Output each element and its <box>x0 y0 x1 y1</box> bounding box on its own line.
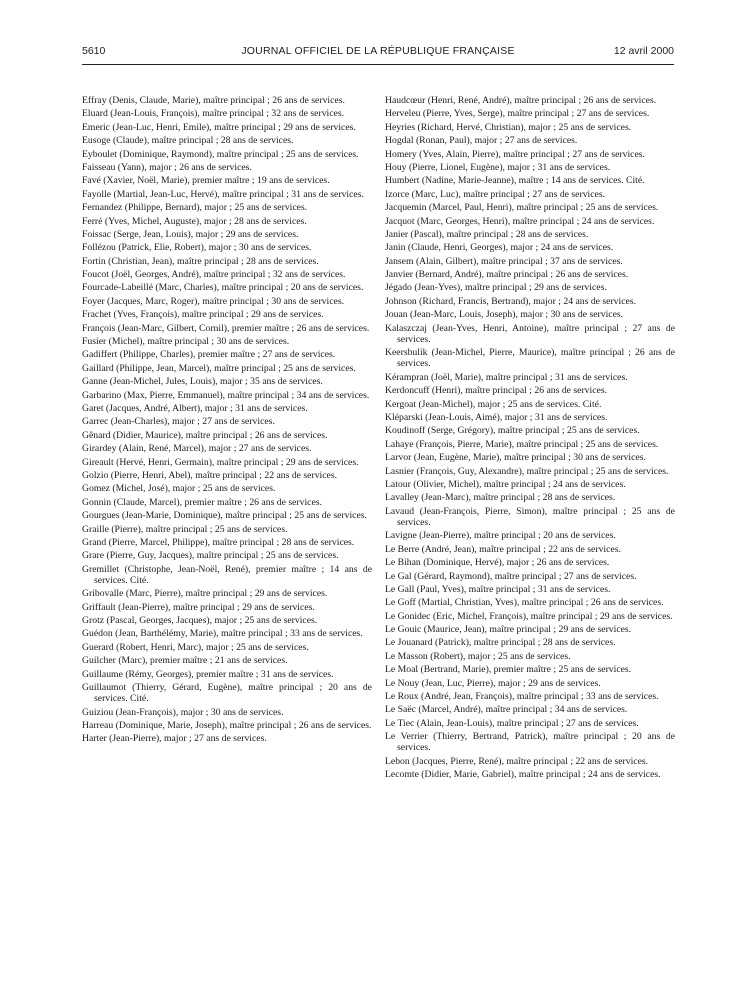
list-item: Lebon (Jacques, Pierre, René), maître principal ; 22 ans de services. <box>385 755 649 767</box>
list-item: Janier (Pascal), maître principal ; 28 ans de services. <box>385 228 589 240</box>
list-item: Guillaumot (Thierry, Gérard, Eugène), maître principal ; 20 ans de services. Cité. <box>82 682 372 705</box>
list-item: Effray (Denis, Claude, Marie), maître principal ; 26 ans de services. <box>82 95 345 106</box>
list-item: Gênard (Didier, Maurice), maître principal ; 26 ans de services. <box>82 429 328 441</box>
list-item: Harter (Jean-Pierre), major ; 27 ans de services. <box>82 733 267 745</box>
list-item: Girardey (Alain, René, Marcel), major ; 27 ans de services. <box>82 443 312 455</box>
list-item: Kérampran (Joël, Marie), maître principal ; 31 ans de services. <box>385 371 628 383</box>
list-item: Larvor (Jean, Eugène, Marie), maître principal ; 30 ans de services. <box>385 452 646 464</box>
left-column <box>82 95 372 747</box>
list-item: Fortin (Christian, Jean), maître principal ; 28 ans de services. <box>82 255 319 267</box>
list-item: Gremillet (Christophe, Jean-Noël, René), premier maître ; 14 ans de services. Cité. <box>82 563 372 586</box>
list-item: Favé (Xavier, Noël, Marie), premier maître ; 19 ans de services. <box>82 175 330 187</box>
page-header <box>82 45 674 59</box>
list-item: Foyer (Jacques, Marc, Roger), maître principal ; 30 ans de services. <box>82 295 345 307</box>
list-item: Kalaszczaj (Jean-Yves, Henri, Antoine), maître principal ; 27 ans de services. <box>385 322 675 345</box>
list-item: Gribovalle (Marc, Pierre), maître principal ; 29 ans de services. <box>82 588 328 600</box>
list-item: Frachet (Yves, François), maître principal ; 29 ans de services. <box>82 309 324 321</box>
list-item: Le Gal (Gérard, Raymond), maître principal ; 27 ans de services. <box>385 570 637 582</box>
list-item: Jacquemin (Marcel, Paul, Henri), maître principal ; 25 ans de services. <box>385 202 659 214</box>
list-item: Harreau (Dominique, Marie, Joseph), maître principal ; 26 ans de services. <box>82 719 372 731</box>
list-item: Janin (Claude, Henri, Georges), major ; 24 ans de services. <box>385 242 614 254</box>
list-item: Grotz (Pascal, Georges, Jacques), major ; 25 ans de services. <box>82 615 318 627</box>
list-item: Fusier (Michel), maître principal ; 30 ans de services. <box>82 336 290 348</box>
list-item: Grand (Pierre, Marcel, Philippe), maître principal ; 28 ans de services. <box>82 536 355 548</box>
list-item: Jouan (Jean-Marc, Louis, Joseph), major ; 30 ans de services. <box>385 309 624 321</box>
list-item: Haudcœur (Henri, René, André), maître principal ; 26 ans de services. <box>385 95 657 106</box>
list-item: Gonnin (Claude, Marcel), premier maître ; 26 ans de services. <box>82 496 322 508</box>
list-item: Lavalley (Jean-Marc), maître principal ; 28 ans de services. <box>385 492 616 504</box>
list-item: Le Roux (André, Jean, François), maître principal ; 33 ans de services. <box>385 691 659 703</box>
list-item: Kléparski (Jean-Louis, Aimé), major ; 31 ans de services. <box>385 412 608 423</box>
list-item: Guillaume (Rémy, Georges), premier maître ; 31 ans de services. <box>82 668 334 680</box>
page-number: 5610 <box>82 45 106 57</box>
list-item: Eusoge (Claude), maître principal ; 28 ans de services. <box>82 135 294 147</box>
list-item: Humbert (Nadine, Marie-Jeanne), maître ; 14 ans de services. Cité. <box>385 175 645 187</box>
issue-date: 12 avril 2000 <box>613 45 674 57</box>
list-item: Fayolle (Martial, Jean-Luc, Hervé), maître principal ; 31 ans de services. <box>82 188 364 200</box>
list-item: Lavaud (Jean-François, Pierre, Simon), maître principal ; 25 ans de services. <box>385 505 675 528</box>
list-item: Latour (Olivier, Michel), maître principal ; 24 ans de services. <box>385 478 626 490</box>
list-item: Le Moal (Bertrand, Marie), premier maître ; 25 ans de services. <box>385 664 632 676</box>
list-item: Faisseau (Yann), major ; 26 ans de services. <box>82 161 252 173</box>
list-item: Janvier (Bernard, André), maître principal ; 26 ans de services. <box>385 269 629 281</box>
list-item: Follézou (Patrick, Elie, Robert), major ; 30 ans de services. <box>82 242 312 254</box>
list-item: Golzio (Pierre, Henri, Abel), maître principal ; 22 ans de services. <box>82 469 338 481</box>
list-item: Le Tiec (Alain, Jean-Louis), maître principal ; 27 ans de services. <box>385 717 639 729</box>
list-item: Le Nouy (Jean, Luc, Pierre), major ; 29 ans de services. <box>385 677 601 689</box>
list-item: Grare (Pierre, Guy, Jacques), maître principal ; 25 ans de services. <box>82 550 339 562</box>
list-item: Lasnier (François, Guy, Alexandre), maître principal ; 25 ans de services. <box>385 465 669 477</box>
list-item: Ferré (Yves, Michel, Auguste), major ; 28 ans de services. <box>82 215 307 227</box>
list-item: Eluard (Jean-Louis, François), maître principal ; 32 ans de services. <box>82 108 345 120</box>
list-item: Koudinoff (Serge, Grégory), maître principal ; 25 ans de services. <box>385 425 640 437</box>
list-item: Guédon (Jean, Barthélémy, Marie), maître principal ; 33 ans de services. <box>82 628 363 640</box>
list-item: Garbarino (Max, Pierre, Emmanuel), maître principal ; 34 ans de services. <box>82 389 370 401</box>
list-item: Le Gall (Paul, Yves), maître principal ; 31 ans de services. <box>385 583 611 595</box>
list-item: Le Gouic (Maurice, Jean), maître principal ; 29 ans de services. <box>385 624 632 636</box>
list-item: Johnson (Richard, Francis, Bertrand), major ; 24 ans de services. <box>385 295 637 307</box>
list-item: Le Jouanard (Patrick), maître principal ; 28 ans de services. <box>385 637 616 649</box>
list-item: Jansem (Alain, Gilbert), maître principal ; 37 ans de services. <box>385 255 623 267</box>
list-item: Foucot (Joël, Georges, André), maître principal ; 32 ans de services. <box>82 269 346 281</box>
list-item: Foissac (Serge, Jean, Louis), major ; 29 ans de services. <box>82 228 299 240</box>
list-item: Guiziou (Jean-François), major ; 30 ans de services. <box>82 706 284 718</box>
list-item: Hogdal (Ronan, Paul), major ; 27 ans de services. <box>385 135 578 147</box>
list-item: Le Berre (André, Jean), maître principal ; 22 ans de services. <box>385 543 621 555</box>
list-item: Ganne (Jean-Michel, Jules, Louis), major ; 35 ans de services. <box>82 376 323 388</box>
list-item: Gourgues (Jean-Marie, Dominique), maître principal ; 25 ans de services. <box>82 510 367 522</box>
list-item: Emeric (Jean-Luc, Henri, Emile), maître principal ; 29 ans de services. <box>82 121 356 133</box>
journal-title: JOURNAL OFFICIEL DE LA RÉPUBLIQUE FRANÇAISE <box>241 45 515 57</box>
list-item: Gadiffert (Philippe, Charles), premier maître ; 27 ans de services. <box>82 349 336 361</box>
list-item: Lecomte (Didier, Marie, Gabriel), maître principal ; 24 ans de services. <box>385 769 661 781</box>
list-item: Herveleu (Pierre, Yves, Serge), maître principal ; 27 ans de services. <box>385 108 650 120</box>
list-item: Gomez (Michel, José), major ; 25 ans de services. <box>82 483 276 495</box>
list-item: Houy (Pierre, Lionel, Eugène), major ; 31 ans de services. <box>385 161 611 173</box>
list-item: Izorce (Marc, Luc), maître principal ; 27 ans de services. <box>385 188 606 200</box>
list-item: Le Gonidec (Eric, Michel, François), maître principal ; 29 ans de services. <box>385 610 673 622</box>
list-item: Garrec (Jean-Charles), major ; 27 ans de services. <box>82 416 275 428</box>
list-item: Le Goff (Martial, Christian, Yves), maître principal ; 26 ans de services. <box>385 597 664 609</box>
list-item: Lahaye (François, Pierre, Marie), maître principal ; 25 ans de services. <box>385 438 659 450</box>
header-rule <box>82 64 674 65</box>
list-item: Graille (Pierre), maître principal ; 25 ans de services. <box>82 523 288 535</box>
list-item: Le Saëc (Marcel, André), maître principal ; 34 ans de services. <box>385 704 628 716</box>
list-item: Guilcher (Marc), premier maître ; 21 ans de services. <box>82 655 288 667</box>
right-column <box>385 95 675 783</box>
list-item: Guerard (Robert, Henri, Marc), major ; 25 ans de services. <box>82 641 309 653</box>
list-item: François (Jean-Marc, Gilbert, Cornil), premier maître ; 26 ans de services. <box>82 322 370 334</box>
list-item: Griffault (Jean-Pierre), maître principal ; 29 ans de services. <box>82 601 315 613</box>
list-item: Jégado (Jean-Yves), maître principal ; 29 ans de services. <box>385 282 607 294</box>
list-item: Eyboulet (Dominique, Raymond), maître principal ; 25 ans de services. <box>82 148 359 160</box>
list-item: Keersbulik (Jean-Michel, Pierre, Maurice), maître principal ; 26 ans de services. <box>385 347 675 370</box>
list-item: Jacquot (Marc, Georges, Henri), maître principal ; 24 ans de services. <box>385 215 655 227</box>
list-item: Gaillard (Philippe, Jean, Marcel), maître principal ; 25 ans de services. <box>82 362 356 374</box>
list-item: Kergoat (Jean-Michel), major ; 25 ans de services. Cité. <box>385 398 602 410</box>
list-item: Le Bihan (Dominique, Hervé), major ; 26 ans de services. <box>385 557 610 569</box>
list-item: Lavigne (Jean-Pierre), maître principal ; 20 ans de services. <box>385 530 616 542</box>
list-item: Le Verrier (Thierry, Bertrand, Patrick), maître principal ; 20 ans de services. <box>385 731 675 754</box>
list-item: Gireault (Hervé, Henri, Germain), maître principal ; 29 ans de services. <box>82 456 359 468</box>
list-item: Fourcade-Labeillé (Marc, Charles), maître principal ; 20 ans de services. <box>82 282 364 294</box>
list-item: Homery (Yves, Alain, Pierre), maître principal ; 27 ans de services. <box>385 148 645 160</box>
list-item: Kerdoncuff (Henri), maître principal ; 26 ans de services. <box>385 385 608 397</box>
list-item: Fernandez (Philippe, Bernard), major ; 25 ans de services. <box>82 202 308 214</box>
list-item: Heyries (Richard, Hervé, Christian), major ; 25 ans de services. <box>385 121 632 133</box>
list-item: Garet (Jacques, André, Albert), major ; 31 ans de services. <box>82 402 308 414</box>
list-item: Le Masson (Robert), major ; 25 ans de services. <box>385 650 571 662</box>
